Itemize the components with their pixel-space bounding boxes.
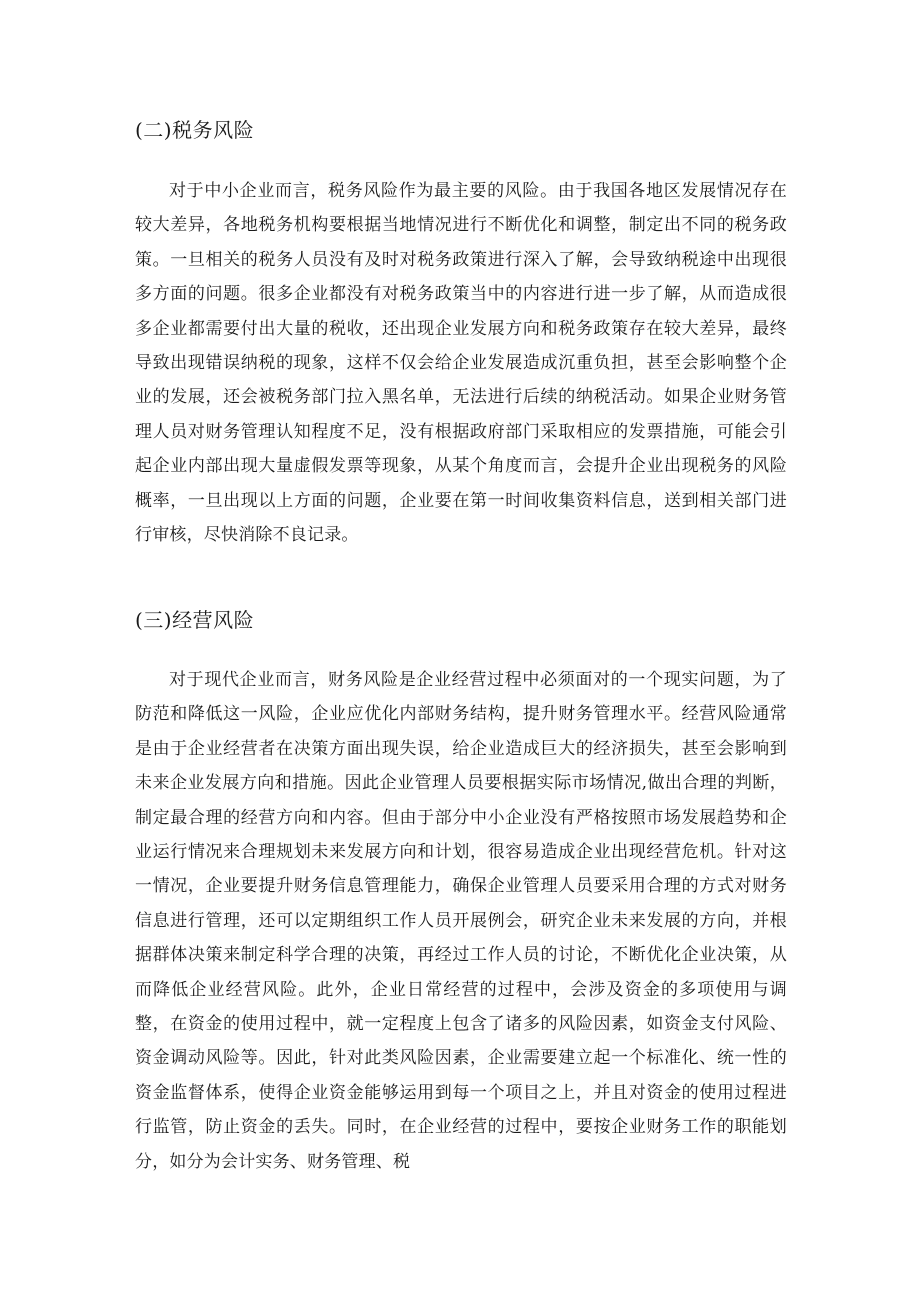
section-body-operating-risk: 对于现代企业而言，财务风险是企业经营过程中必须面对的一个现实问题，为了防范和降低这一风险，企业应优化内部财务结构，提升财务管理水平。经营风险通常是由于企业经营者在决策方面出现失误，给企业造成巨大的经济损失，甚至会影响到未来企业发展方向和措施。因此企业管理人员要根据实际市场情况,做出合理的判断，制定最合理的经营方向和内容。但由于部分中小企业没有严格按照市场发展趋势和企业运行情况来合理规划未来发展方向和计划，很容易造成企业出现经营危机。针对这一情况，企业要提升财务信息管理能力，确保企业管理人员要采用合理的方式对财务信息进行管理，还可以定期组织工作人员开展例会，研究企业未来发展的方向，并根据群体决策来制定科学合理的决策，再经过工作人员的讨论，不断优化企业决策，从而降低企业经营风险。此外，企业日常经营的过程中，会涉及资金的多项使用与调整，在资金的使用过程中，就一定程度上包含了诸多的风险因素，如资金支付风险、资金调动风险等。因此，针对此类风险因素，企业需要建立起一个标准化、统一性的资金监督体系，使得企业资金能够运用到每一个项目之上，并且对资金的使用过程进行监管，防止资金的丢失。同时，在企业经营的过程中，要按企业财务工作的职能划分，如分为会计实务、财务管理、税 bbox=[135, 670, 787, 1172]
section-heading-tax-risk: (二)税务风险 bbox=[135, 118, 255, 142]
section-body-tax-risk: 对于中小企业而言，税务风险作为最主要的风险。由于我国各地区发展情况存在较大差异，各地税务机构要根据当地情况进行不断优化和调整，制定出不同的税务政策。一旦相关的税务人员没有及时对税务政策进行深入了解，会导致纳税途中出现很多方面的问题。很多企业都没有对税务政策当中的内容进行进一步了解，从而造成很多企业都需要付出大量的税收，还出现企业发展方向和税务政策存在较大差异，最终导致出现错误纳税的现象，这样不仅会给企业发展造成沉重负担，甚至会影响整个企业的发展，还会被税务部门拉入黑名单，无法进行后续的纳税活动。如果企业财务管理人员对财务管理认知程度不足，没有根据政府部门采取相应的发票措施，可能会引起企业内部出现大量虚假发票等现象，从某个角度而言，会提升企业出现税务的风险概率，一旦出现以上方面的问题，企业要在第一时间收集资料信息，送到相关部门进行审核，尽快消除不良记录。 bbox=[135, 181, 787, 546]
section-heading-operating-risk: (三)经营风险 bbox=[135, 608, 255, 632]
